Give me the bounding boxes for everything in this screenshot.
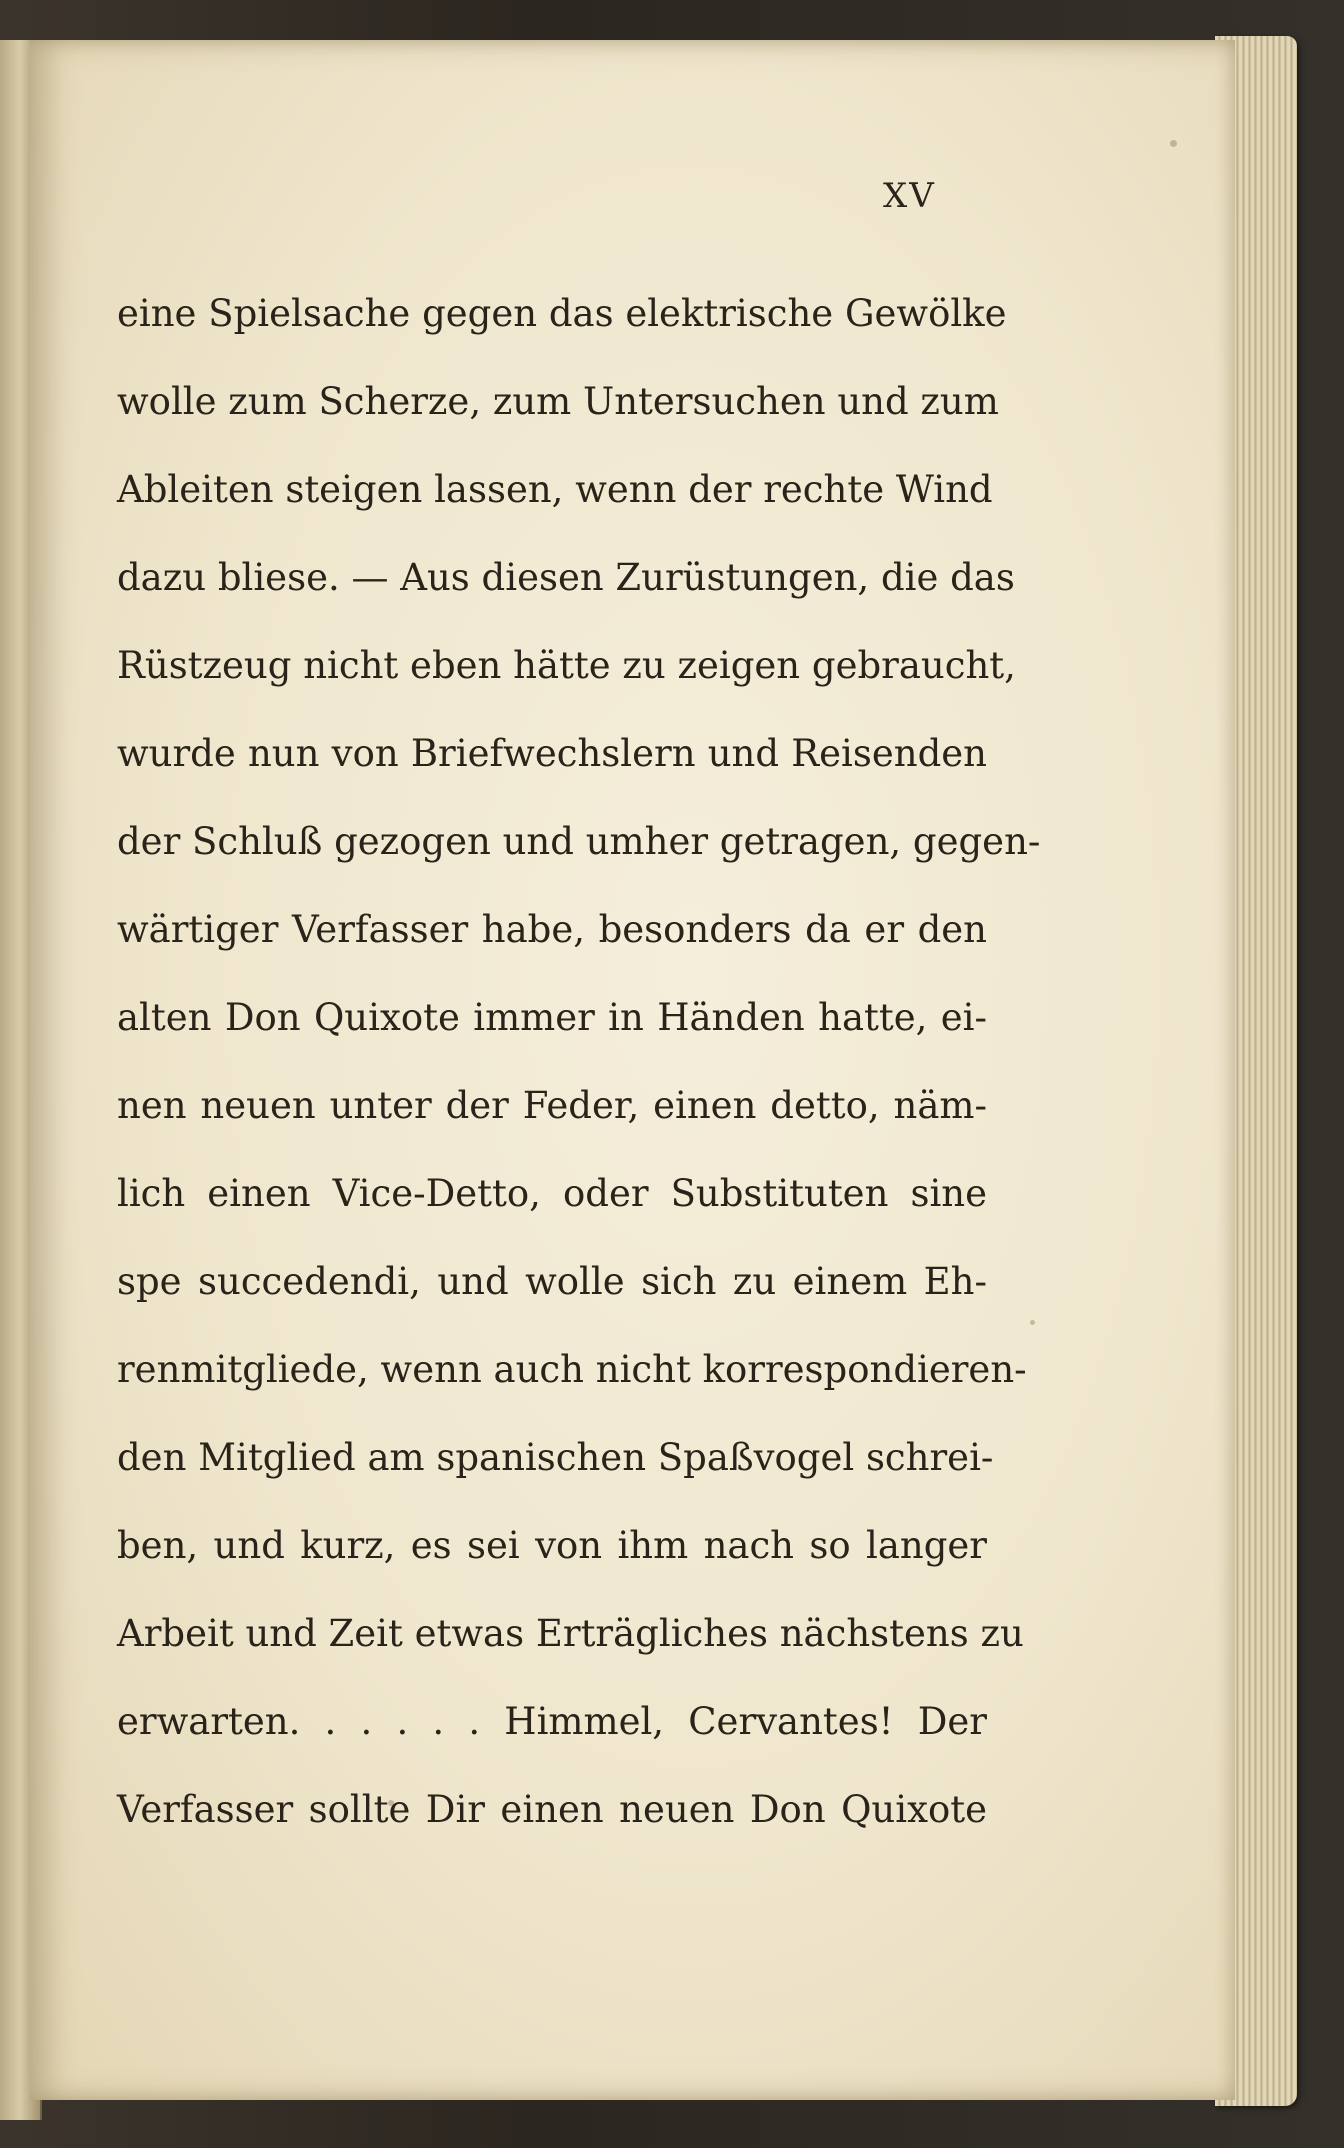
text-line: wärtiger Verfasser habe, besonders da er den (117, 908, 987, 951)
text-line: lich einen Vice-Detto, oder Substituten sine (117, 1172, 987, 1215)
text-line: renmitgliede, wenn auch nicht korrespondieren- (117, 1348, 1027, 1391)
text-line: Arbeit und Zeit etwas Erträgliches nächstens zu (117, 1612, 1024, 1655)
text-line: Verfasser sollte Dir einen neuen Don Quixote (117, 1788, 987, 1831)
text-line: den Mitglied am spanischen Spaßvogel schrei- (117, 1436, 994, 1479)
text-line: spe succedendi, und wolle sich zu einem Eh- (117, 1260, 987, 1303)
text-line: erwarten. . . . . . Himmel, Cervantes! Der (117, 1700, 987, 1743)
text-line: Rüstzeug nicht eben hätte zu zeigen gebraucht, (117, 644, 1016, 687)
paper-spot (1030, 1320, 1035, 1325)
page-number: XV (883, 176, 936, 216)
paper-spot (1170, 140, 1177, 147)
text-line: nen neuen unter der Feder, einen detto, näm- (117, 1084, 987, 1127)
text-line: eine Spielsache gegen das elektrische Gewölke (117, 292, 1007, 335)
text-line: der Schluß gezogen und umher getragen, gegen- (117, 820, 1041, 863)
text-line: Ableiten steigen lassen, wenn der rechte Wind (117, 468, 993, 511)
text-line: wurde nun von Briefwechslern und Reisenden (117, 732, 987, 775)
text-line: dazu bliese. — Aus diesen Zurüstungen, die das (117, 556, 1015, 599)
text-line: wolle zum Scherze, zum Untersuchen und zum (117, 380, 999, 423)
text-line: alten Don Quixote immer in Händen hatte, ei- (117, 996, 987, 1039)
body-text (117, 270, 1041, 1854)
text-line: ben, und kurz, es sei von ihm nach so langer (117, 1524, 987, 1567)
